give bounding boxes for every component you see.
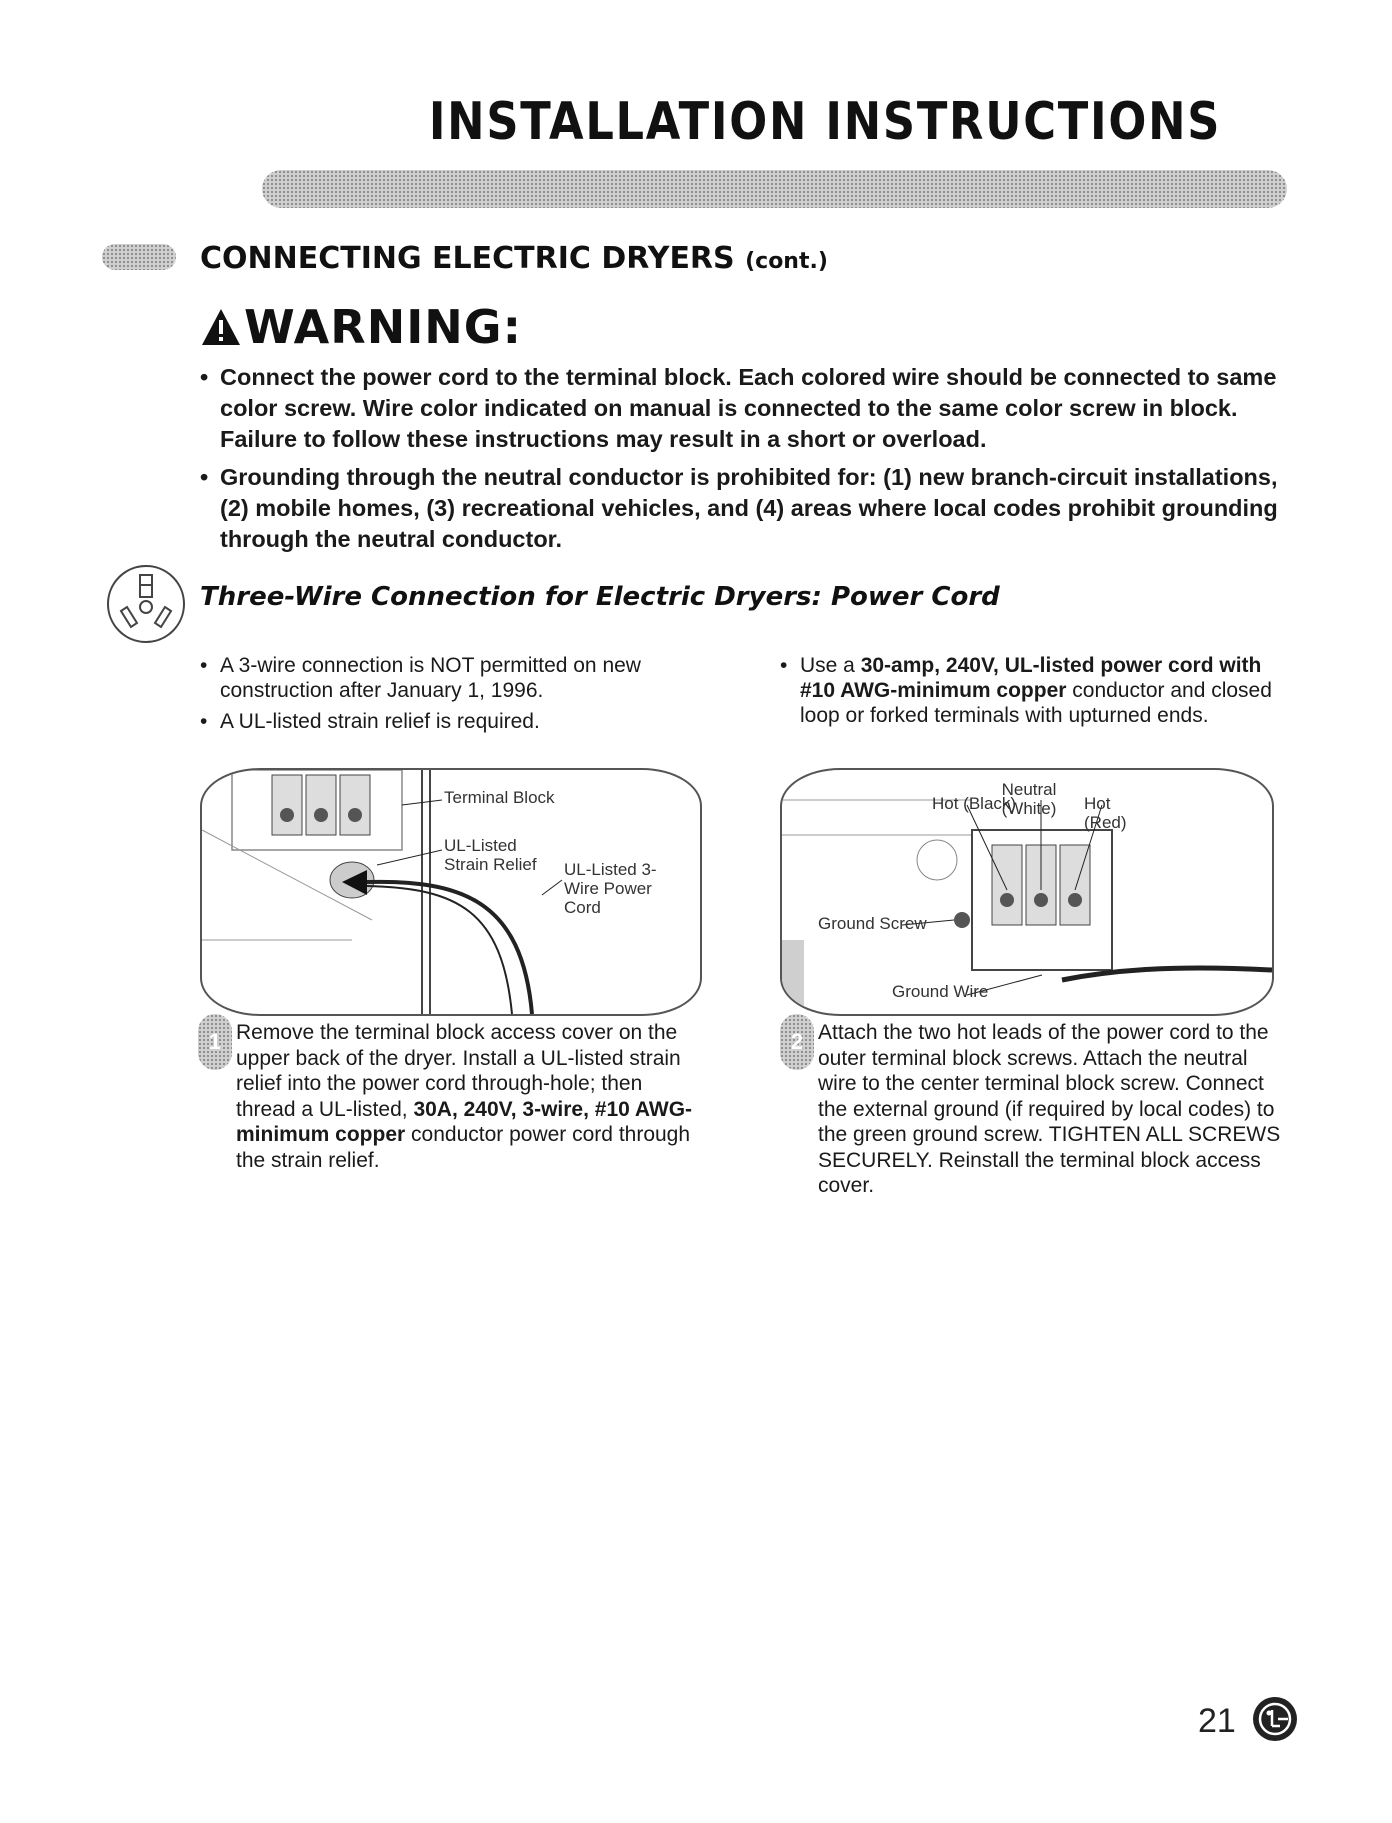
lg-logo-icon [1252,1696,1298,1742]
step-1-text [236,1020,696,1173]
section-heading [200,241,828,276]
page-number: 21 [1198,1702,1236,1740]
warning-item: • Grounding through the neutral conductor is prohibited for: (1) new branch-circuit installations, (2) mobile homes, (3) recreational vehicles, and (4) areas where local codes prohibit grounding through the neutral conductor. [200,462,1280,555]
callout-power-cord: UL-Listed 3-Wire Power Cord [564,860,657,917]
bullet-bold: 30-amp, 240V, UL-listed power cord with #10 AWG-minimum copper [800,654,1262,702]
list-item: • A UL-listed strain relief is required. [200,709,730,734]
list-item [780,653,1280,728]
figure-terminal-wiring [780,768,1274,1016]
callout-strain-relief: UL-Listed Strain Relief [444,836,537,874]
page-title: INSTALLATION INSTRUCTIONS [428,92,1222,152]
callout-ground-screw: Ground Screw [818,914,927,933]
bullet-prefix: Use a [800,654,861,677]
step-1-text-part2: conductor power cord through the strain relief. [236,1123,691,1172]
three-prong-outlet-icon [105,563,187,645]
subsection-title: Three-Wire Connection for Electric Dryers: Power Cord [200,582,1000,612]
callout-ground-wire: Ground Wire [892,982,989,1001]
warning-list [200,362,1280,562]
section-heading-text: CONNECTING ELECTRIC DRYERS [200,241,735,276]
step-1-text-bold: 30A, 240V, 3-wire, #10 AWG-minimum copper [236,1097,693,1146]
right-bullet-list [780,653,1280,734]
left-bullet-list [200,653,730,740]
callout-hot-black: Hot (Black) [932,794,1017,813]
warning-triangle-icon [200,307,242,347]
callout-hot-red: Hot (Red) [1084,794,1127,832]
figure-strain-relief [200,768,702,1016]
header-decorative-bar [262,170,1287,208]
warning-title-text: WARNING: [244,300,522,354]
section-marker [102,244,176,270]
step-2-badge: 2 [780,1014,814,1070]
warning-title [200,300,522,354]
list-item: • A 3-wire connection is NOT permitted on new construction after January 1, 1996. [200,653,730,703]
step-1-badge: 1 [198,1014,232,1070]
bullet-suffix: conductor and closed loop or forked terminals with upturned ends. [800,679,1272,727]
step-1-text-part1: Remove the terminal block access cover on the upper back of the dryer. Install a UL-listed strain relief into the power cord through-hole; then thread a UL-listed, [236,1021,681,1121]
section-heading-suffix: (cont.) [745,249,828,274]
callout-terminal-block: Terminal Block [444,788,555,807]
callout-neutral-white: Neutral (White) [1001,780,1057,818]
step-2-text: Attach the two hot leads of the power cord to the outer terminal block screws. Attach the neutral wire to the center terminal block screw. Connect the external ground (if required by local codes) to the green ground screw. TIGHTEN ALL SCREWS SECURELY. Reinstall the terminal block access cover. [818,1021,1281,1197]
warning-item: • Connect the power cord to the terminal block. Each colored wire should be connected to same color screw. Wire color indicated on manual is connected to the same color screw in block. Failure to follow these instructions may result in a short or overload. [200,362,1280,455]
